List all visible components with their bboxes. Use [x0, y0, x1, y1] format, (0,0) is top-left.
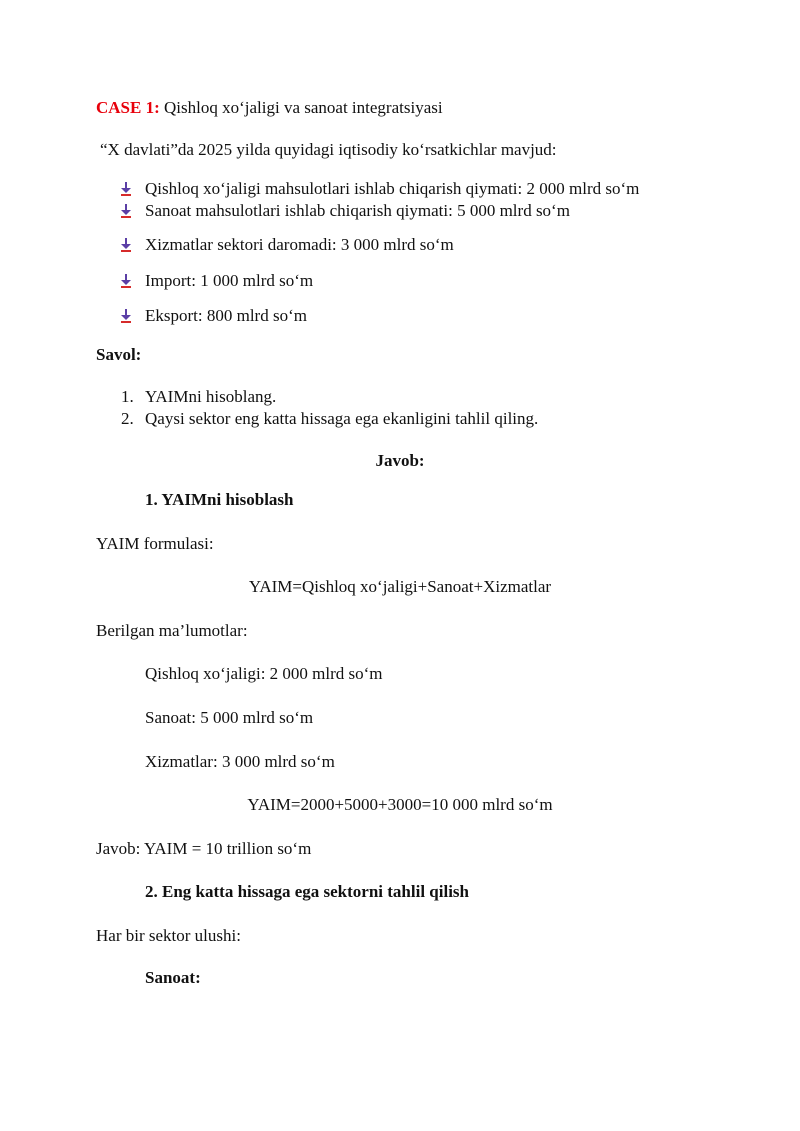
given-item: Xizmatlar: 3 000 mlrd so‘m [145, 752, 335, 771]
list-item [121, 386, 276, 408]
case-label: CASE 1: [96, 98, 160, 117]
answer-heading: Javob: [375, 451, 425, 470]
list-item [121, 408, 538, 430]
calculation: YAIM=2000+5000+3000=10 000 mlrd so‘m [247, 795, 553, 814]
question-number: 1. [121, 387, 134, 406]
case-heading [96, 97, 443, 119]
result: Javob: YAIM = 10 trillion so‘m [96, 839, 312, 858]
case-title: Qishloq xo‘jaligi va sanoat integratsiyasi [159, 98, 443, 117]
question-heading: Savol: [96, 345, 142, 364]
indicator-text: Import: 1 000 mlrd so‘m [145, 271, 314, 290]
indicator-text: Qishloq xo‘jaligi mahsulotlari ishlab chiqarish qiymati: 2 000 mlrd so‘m [145, 179, 640, 198]
given-item: Qishloq xo‘jaligi: 2 000 mlrd so‘m [145, 664, 383, 683]
indicator-text: Xizmatlar sektori daromadi: 3 000 mlrd so‘m [145, 235, 454, 254]
indicator-text: Sanoat mahsulotlari ishlab chiqarish qiymati: 5 000 mlrd so‘m [145, 201, 570, 220]
given-label: Berilgan ma’lumotlar: [96, 621, 248, 640]
section2-heading: 2. Eng katta hissaga ega sektorni tahlil qilish [145, 882, 470, 901]
sector-label: Sanoat: [145, 968, 201, 987]
question-number: 2. [121, 409, 134, 428]
given-item: Sanoat: 5 000 mlrd so‘m [145, 708, 314, 727]
arrow-bullet-icon [120, 309, 132, 323]
section1-heading: 1. YAIMni hisoblash [145, 490, 294, 509]
formula: YAIM=Qishloq xo‘jaligi+Sanoat+Xizmatlar [248, 577, 552, 596]
formula-label: YAIM formulasi: [96, 534, 214, 553]
question-text: Qaysi sektor eng katta hissaga ega ekanligini tahlil qiling. [145, 409, 539, 428]
arrow-bullet-icon [120, 238, 132, 252]
intro-text: “X davlati”da 2025 yilda quyidagi iqtisodiy ko‘rsatkichlar mavjud: [100, 140, 557, 159]
share-label: Har bir sektor ulushi: [96, 926, 241, 945]
arrow-bullet-icon [120, 182, 132, 196]
arrow-bullet-icon [120, 204, 132, 218]
indicator-text: Eksport: 800 mlrd so‘m [145, 306, 307, 325]
arrow-bullet-icon [120, 274, 132, 288]
question-text: YAIMni hisoblang. [145, 387, 277, 406]
